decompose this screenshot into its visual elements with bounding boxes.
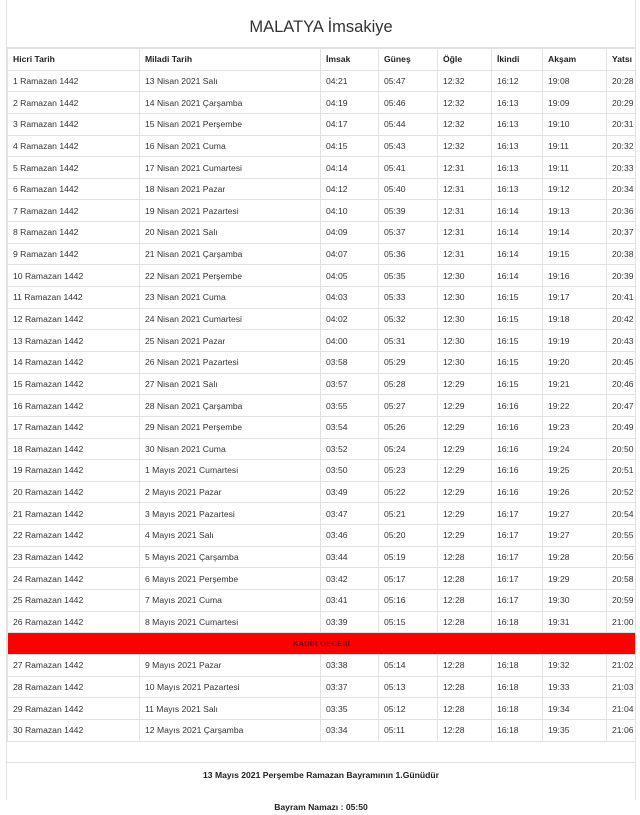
table-cell: 20:41 xyxy=(607,287,636,309)
table-cell: 20:56 xyxy=(607,546,636,568)
table-cell: 12:30 xyxy=(438,330,492,352)
table-cell: 12:30 xyxy=(438,287,492,309)
table-cell: 12:29 xyxy=(438,416,492,438)
table-cell: 12:32 xyxy=(438,92,492,114)
table-cell: 12:28 xyxy=(438,611,492,633)
table-cell: 19 Ramazan 1442 xyxy=(8,460,140,482)
table-row xyxy=(8,178,636,200)
table-cell: 20:36 xyxy=(607,200,636,222)
table-cell: 16:17 xyxy=(492,503,543,525)
table-cell: 12:31 xyxy=(438,222,492,244)
table-cell: 05:46 xyxy=(379,92,438,114)
table-cell: 19:16 xyxy=(543,265,607,287)
table-cell: 9 Mayıs 2021 Pazar xyxy=(140,654,321,676)
table-cell: 16:13 xyxy=(492,113,543,135)
table-cell: 04:17 xyxy=(321,113,379,135)
table-cell: 16:14 xyxy=(492,222,543,244)
table-cell: 12:29 xyxy=(438,395,492,417)
table-row xyxy=(8,113,636,135)
header-aksam: Akşam xyxy=(543,49,607,71)
imsakiye-panel xyxy=(6,0,636,812)
table-cell: 15 Nisan 2021 Perşembe xyxy=(140,113,321,135)
table-cell: 19:20 xyxy=(543,351,607,373)
table-cell: 19:27 xyxy=(543,503,607,525)
table-cell: 03:49 xyxy=(321,481,379,503)
table-cell: 03:37 xyxy=(321,676,379,698)
table-cell: 12:32 xyxy=(438,70,492,92)
table-cell: 20:39 xyxy=(607,265,636,287)
table-cell: 05:43 xyxy=(379,135,438,157)
table-cell: 05:13 xyxy=(379,676,438,698)
table-cell: 19:25 xyxy=(543,460,607,482)
table-cell: 05:24 xyxy=(379,438,438,460)
table-row xyxy=(8,135,636,157)
table-row xyxy=(8,590,636,612)
table-cell: 19:14 xyxy=(543,222,607,244)
table-cell: 03:35 xyxy=(321,698,379,720)
table-cell: 1 Mayıs 2021 Cumartesi xyxy=(140,460,321,482)
table-cell: 16:17 xyxy=(492,568,543,590)
table-cell: 05:16 xyxy=(379,590,438,612)
table-cell: 04:10 xyxy=(321,200,379,222)
table-cell: 20:38 xyxy=(607,243,636,265)
kadir-gecesi-row xyxy=(8,633,636,655)
table-cell: 27 Ramazan 1442 xyxy=(8,654,140,676)
footer xyxy=(7,763,635,815)
table-cell: 16:15 xyxy=(492,287,543,309)
table-cell: 05:39 xyxy=(379,200,438,222)
table-cell: 03:47 xyxy=(321,503,379,525)
table-header-row xyxy=(8,49,636,71)
table-cell: 19:29 xyxy=(543,568,607,590)
table-cell: 05:40 xyxy=(379,178,438,200)
table-cell: 21:02 xyxy=(607,654,636,676)
table-cell: 03:39 xyxy=(321,611,379,633)
table-cell: 05:47 xyxy=(379,70,438,92)
header-ikindi: İkindi xyxy=(492,49,543,71)
table-cell: 05:22 xyxy=(379,481,438,503)
table-cell: 03:58 xyxy=(321,351,379,373)
table-cell: 04:21 xyxy=(321,70,379,92)
table-cell: 20:42 xyxy=(607,308,636,330)
table-cell: 05:20 xyxy=(379,525,438,547)
kadir-section xyxy=(8,633,636,655)
table-cell: 16:18 xyxy=(492,611,543,633)
table-cell: 12:30 xyxy=(438,265,492,287)
table-cell: 24 Ramazan 1442 xyxy=(8,568,140,590)
table-cell: 16:13 xyxy=(492,157,543,179)
table-cell: 2 Ramazan 1442 xyxy=(8,92,140,114)
table-cell: 5 Mayıs 2021 Çarşamba xyxy=(140,546,321,568)
table-cell: 16:17 xyxy=(492,546,543,568)
table-cell: 05:28 xyxy=(379,373,438,395)
table-cell: 05:35 xyxy=(379,265,438,287)
table-cell: 05:14 xyxy=(379,654,438,676)
table-cell: 26 Ramazan 1442 xyxy=(8,611,140,633)
table-cell: 23 Nisan 2021 Cuma xyxy=(140,287,321,309)
table-cell: 30 Ramazan 1442 xyxy=(8,719,140,741)
kadir-gecesi-label: KADİR GECESİ xyxy=(8,633,636,655)
table-cell: 21:04 xyxy=(607,698,636,720)
table-cell: 29 Nisan 2021 Perşembe xyxy=(140,416,321,438)
table-row xyxy=(8,416,636,438)
table-cell: 16:18 xyxy=(492,698,543,720)
table-cell: 20:32 xyxy=(607,135,636,157)
table-cell: 20:34 xyxy=(607,178,636,200)
table-cell: 20:46 xyxy=(607,373,636,395)
table-cell: 04:19 xyxy=(321,92,379,114)
table-cell: 16:16 xyxy=(492,481,543,503)
table-cell: 20:28 xyxy=(607,70,636,92)
table-row xyxy=(8,287,636,309)
table-cell: 25 Ramazan 1442 xyxy=(8,590,140,612)
table-cell: 20:33 xyxy=(607,157,636,179)
table-cell: 11 Ramazan 1442 xyxy=(8,287,140,309)
table-cell: 8 Ramazan 1442 xyxy=(8,222,140,244)
header-imsak: İmsak xyxy=(321,49,379,71)
table-cell: 18 Nisan 2021 Pazar xyxy=(140,178,321,200)
table-cell: 16 Ramazan 1442 xyxy=(8,395,140,417)
table-cell: 22 Ramazan 1442 xyxy=(8,525,140,547)
table-row xyxy=(8,654,636,676)
table-cell: 3 Mayıs 2021 Pazartesi xyxy=(140,503,321,525)
table-cell: 12 Ramazan 1442 xyxy=(8,308,140,330)
table-cell: 16:17 xyxy=(492,590,543,612)
table-row xyxy=(8,222,636,244)
page-title: MALATYA İmsakiye xyxy=(7,0,635,48)
table-row xyxy=(8,568,636,590)
bayram-namazi-info: Bayram Namazı : 05:50 xyxy=(274,801,368,812)
table-cell: 12:29 xyxy=(438,525,492,547)
table-cell: 05:31 xyxy=(379,330,438,352)
table-cell: 9 Ramazan 1442 xyxy=(8,243,140,265)
table-cell: 18 Ramazan 1442 xyxy=(8,438,140,460)
table-cell: 05:32 xyxy=(379,308,438,330)
table-cell: 16:16 xyxy=(492,395,543,417)
table-cell: 05:19 xyxy=(379,546,438,568)
table-cell: 19:11 xyxy=(543,157,607,179)
table-cell: 12:29 xyxy=(438,460,492,482)
table-cell: 12:31 xyxy=(438,178,492,200)
table-cell: 10 Ramazan 1442 xyxy=(8,265,140,287)
table-cell: 19:15 xyxy=(543,243,607,265)
table-cell: 20 Ramazan 1442 xyxy=(8,481,140,503)
table-cell: 12:28 xyxy=(438,590,492,612)
table-cell: 12:32 xyxy=(438,113,492,135)
table-cell: 20:29 xyxy=(607,92,636,114)
header-yatsi: Yatsı xyxy=(607,49,636,71)
table-row xyxy=(8,351,636,373)
table-body-before xyxy=(8,70,636,633)
table-cell: 16:18 xyxy=(492,719,543,741)
table-cell: 05:11 xyxy=(379,719,438,741)
table-row xyxy=(8,92,636,114)
table-body-after xyxy=(8,654,636,741)
table-cell: 05:21 xyxy=(379,503,438,525)
table-cell: 12:28 xyxy=(438,698,492,720)
table-cell: 17 Nisan 2021 Cumartesi xyxy=(140,157,321,179)
table-row xyxy=(8,676,636,698)
table-cell: 03:50 xyxy=(321,460,379,482)
header-gunes: Güneş xyxy=(379,49,438,71)
table-cell: 12:29 xyxy=(438,373,492,395)
table-cell: 20:43 xyxy=(607,330,636,352)
table-cell: 05:23 xyxy=(379,460,438,482)
table-cell: 12:28 xyxy=(438,568,492,590)
table-cell: 20:49 xyxy=(607,416,636,438)
table-cell: 12:28 xyxy=(438,654,492,676)
table-cell: 19:18 xyxy=(543,308,607,330)
table-cell: 16:16 xyxy=(492,438,543,460)
table-cell: 12:29 xyxy=(438,438,492,460)
table-cell: 19:24 xyxy=(543,438,607,460)
imsakiye-table xyxy=(7,48,636,742)
table-cell: 04:07 xyxy=(321,243,379,265)
table-spacer xyxy=(7,742,635,763)
table-row xyxy=(8,611,636,633)
table-cell: 12:29 xyxy=(438,481,492,503)
table-cell: 29 Ramazan 1442 xyxy=(8,698,140,720)
table-cell: 19:17 xyxy=(543,287,607,309)
table-cell: 17 Ramazan 1442 xyxy=(8,416,140,438)
table-cell: 19:19 xyxy=(543,330,607,352)
table-cell: 21:00 xyxy=(607,611,636,633)
table-cell: 16:16 xyxy=(492,460,543,482)
table-cell: 16:13 xyxy=(492,92,543,114)
table-cell: 19:31 xyxy=(543,611,607,633)
table-cell: 16:17 xyxy=(492,525,543,547)
table-cell: 19:26 xyxy=(543,481,607,503)
table-cell: 19:08 xyxy=(543,70,607,92)
table-cell: 19:22 xyxy=(543,395,607,417)
table-row xyxy=(8,546,636,568)
table-cell: 1 Ramazan 1442 xyxy=(8,70,140,92)
table-cell: 20:55 xyxy=(607,525,636,547)
table-cell: 28 Nisan 2021 Çarşamba xyxy=(140,395,321,417)
table-cell: 25 Nisan 2021 Pazar xyxy=(140,330,321,352)
header-hicri-tarih: Hicri Tarih xyxy=(8,49,140,71)
table-cell: 19:35 xyxy=(543,719,607,741)
table-cell: 20:37 xyxy=(607,222,636,244)
table-cell: 19:33 xyxy=(543,676,607,698)
table-row xyxy=(8,395,636,417)
table-cell: 16:14 xyxy=(492,243,543,265)
table-cell: 16:15 xyxy=(492,330,543,352)
table-cell: 26 Nisan 2021 Pazartesi xyxy=(140,351,321,373)
table-cell: 23 Ramazan 1442 xyxy=(8,546,140,568)
table-cell: 15 Ramazan 1442 xyxy=(8,373,140,395)
table-cell: 03:57 xyxy=(321,373,379,395)
table-cell: 21:06 xyxy=(607,719,636,741)
table-cell: 16:14 xyxy=(492,265,543,287)
table-cell: 04:09 xyxy=(321,222,379,244)
table-cell: 13 Ramazan 1442 xyxy=(8,330,140,352)
table-cell: 05:17 xyxy=(379,568,438,590)
table-cell: 19:34 xyxy=(543,698,607,720)
table-row xyxy=(8,157,636,179)
table-row xyxy=(8,265,636,287)
table-cell: 03:42 xyxy=(321,568,379,590)
table-cell: 05:27 xyxy=(379,395,438,417)
table-cell: 19:21 xyxy=(543,373,607,395)
table-row xyxy=(8,373,636,395)
table-cell: 20:47 xyxy=(607,395,636,417)
table-cell: 12:28 xyxy=(438,546,492,568)
table-cell: 16:13 xyxy=(492,178,543,200)
table-cell: 12 Mayıs 2021 Çarşamba xyxy=(140,719,321,741)
bayram-info: 13 Mayıs 2021 Perşembe Ramazan Bayramının 1.Günüdür xyxy=(203,769,439,780)
table-cell: 19:30 xyxy=(543,590,607,612)
table-cell: 8 Mayıs 2021 Cumartesi xyxy=(140,611,321,633)
table-cell: 03:44 xyxy=(321,546,379,568)
table-cell: 21 Nisan 2021 Çarşamba xyxy=(140,243,321,265)
table-cell: 16:16 xyxy=(492,416,543,438)
table-cell: 04:00 xyxy=(321,330,379,352)
table-row xyxy=(8,70,636,92)
table-cell: 12:31 xyxy=(438,157,492,179)
table-row xyxy=(8,243,636,265)
table-cell: 16:14 xyxy=(492,200,543,222)
table-cell: 12:30 xyxy=(438,308,492,330)
table-cell: 20:54 xyxy=(607,503,636,525)
table-cell: 05:29 xyxy=(379,351,438,373)
table-cell: 04:12 xyxy=(321,178,379,200)
table-cell: 04:05 xyxy=(321,265,379,287)
table-cell: 14 Nisan 2021 Çarşamba xyxy=(140,92,321,114)
table-cell: 4 Ramazan 1442 xyxy=(8,135,140,157)
table-row xyxy=(8,503,636,525)
table-cell: 22 Nisan 2021 Perşembe xyxy=(140,265,321,287)
table-cell: 16:15 xyxy=(492,308,543,330)
table-cell: 16:18 xyxy=(492,676,543,698)
table-cell: 4 Mayıs 2021 Salı xyxy=(140,525,321,547)
table-cell: 12:31 xyxy=(438,200,492,222)
table-cell: 20 Nisan 2021 Salı xyxy=(140,222,321,244)
table-row xyxy=(8,438,636,460)
table-row xyxy=(8,460,636,482)
table-row xyxy=(8,330,636,352)
table-cell: 19:13 xyxy=(543,200,607,222)
header-miladi-tarih: Miladi Tarih xyxy=(140,49,321,71)
table-cell: 12:28 xyxy=(438,719,492,741)
table-cell: 05:36 xyxy=(379,243,438,265)
table-cell: 05:37 xyxy=(379,222,438,244)
table-cell: 03:34 xyxy=(321,719,379,741)
table-cell: 3 Ramazan 1442 xyxy=(8,113,140,135)
table-row xyxy=(8,698,636,720)
table-cell: 03:55 xyxy=(321,395,379,417)
table-cell: 11 Mayıs 2021 Salı xyxy=(140,698,321,720)
table-cell: 19:10 xyxy=(543,113,607,135)
table-cell: 16:13 xyxy=(492,135,543,157)
table-cell: 16 Nisan 2021 Cuma xyxy=(140,135,321,157)
table-cell: 20:52 xyxy=(607,481,636,503)
table-cell: 04:15 xyxy=(321,135,379,157)
table-cell: 16:12 xyxy=(492,70,543,92)
table-cell: 12:28 xyxy=(438,676,492,698)
table-cell: 05:41 xyxy=(379,157,438,179)
table-cell: 19:28 xyxy=(543,546,607,568)
table-cell: 04:14 xyxy=(321,157,379,179)
table-cell: 03:46 xyxy=(321,525,379,547)
table-cell: 05:33 xyxy=(379,287,438,309)
table-row xyxy=(8,200,636,222)
table-cell: 19:09 xyxy=(543,92,607,114)
table-cell: 12:32 xyxy=(438,135,492,157)
table-cell: 10 Mayıs 2021 Pazartesi xyxy=(140,676,321,698)
table-cell: 20:50 xyxy=(607,438,636,460)
table-cell: 27 Nisan 2021 Salı xyxy=(140,373,321,395)
header-ogle: Öğle xyxy=(438,49,492,71)
table-cell: 03:38 xyxy=(321,654,379,676)
table-row xyxy=(8,719,636,741)
table-cell: 19:11 xyxy=(543,135,607,157)
table-cell: 19:12 xyxy=(543,178,607,200)
table-cell: 16:18 xyxy=(492,654,543,676)
table-cell: 14 Ramazan 1442 xyxy=(8,351,140,373)
table-cell: 6 Mayıs 2021 Perşembe xyxy=(140,568,321,590)
table-cell: 16:15 xyxy=(492,351,543,373)
table-cell: 6 Ramazan 1442 xyxy=(8,178,140,200)
table-cell: 12:31 xyxy=(438,243,492,265)
table-cell: 03:54 xyxy=(321,416,379,438)
table-cell: 19:23 xyxy=(543,416,607,438)
table-cell: 12:30 xyxy=(438,351,492,373)
table-cell: 03:41 xyxy=(321,590,379,612)
table-cell: 20:45 xyxy=(607,351,636,373)
table-row xyxy=(8,481,636,503)
table-cell: 30 Nisan 2021 Cuma xyxy=(140,438,321,460)
table-cell: 20:59 xyxy=(607,590,636,612)
table-row xyxy=(8,525,636,547)
table-cell: 2 Mayıs 2021 Pazar xyxy=(140,481,321,503)
table-cell: 13 Nisan 2021 Salı xyxy=(140,70,321,92)
table-cell: 20:51 xyxy=(607,460,636,482)
table-cell: 19 Nisan 2021 Pazartesi xyxy=(140,200,321,222)
table-cell: 19:32 xyxy=(543,654,607,676)
table-row xyxy=(8,308,636,330)
table-cell: 04:03 xyxy=(321,287,379,309)
table-cell: 7 Mayıs 2021 Cuma xyxy=(140,590,321,612)
table-cell: 19:27 xyxy=(543,525,607,547)
table-cell: 21:03 xyxy=(607,676,636,698)
table-cell: 05:26 xyxy=(379,416,438,438)
table-cell: 20:31 xyxy=(607,113,636,135)
table-cell: 7 Ramazan 1442 xyxy=(8,200,140,222)
table-cell: 05:12 xyxy=(379,698,438,720)
table-cell: 20:58 xyxy=(607,568,636,590)
table-cell: 5 Ramazan 1442 xyxy=(8,157,140,179)
table-cell: 03:52 xyxy=(321,438,379,460)
table-cell: 28 Ramazan 1442 xyxy=(8,676,140,698)
table-cell: 16:15 xyxy=(492,373,543,395)
table-cell: 05:15 xyxy=(379,611,438,633)
table-cell: 21 Ramazan 1442 xyxy=(8,503,140,525)
table-cell: 05:44 xyxy=(379,113,438,135)
table-cell: 12:29 xyxy=(438,503,492,525)
table-cell: 24 Nisan 2021 Cumartesi xyxy=(140,308,321,330)
table-cell: 04:02 xyxy=(321,308,379,330)
